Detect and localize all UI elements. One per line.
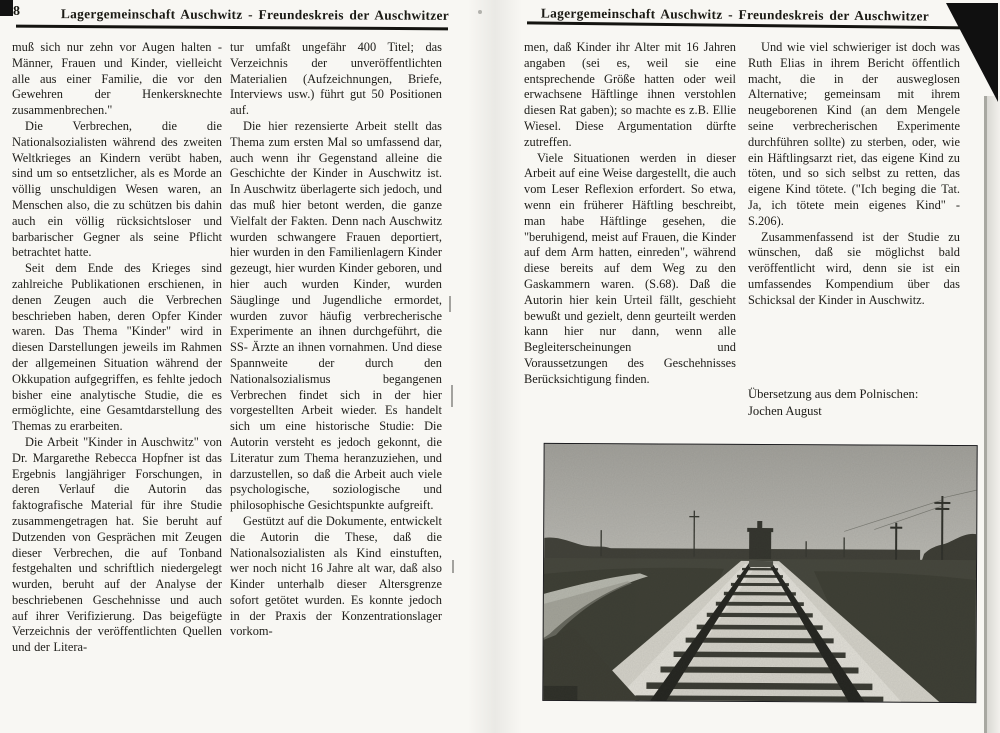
- paragraph: muß sich nur zehn vor Augen halten - Männer, Frauen und Kinder, vielleicht alle aus einer Familie, die vor den Gewehren der Henkersknechte zusammenbrechen.": [12, 40, 222, 118]
- page-edge-shadow: [987, 96, 1000, 733]
- right-page-column-1: [524, 40, 736, 388]
- translation-credit-line: Übersetzung aus dem Polnischen:: [748, 387, 919, 401]
- scan-artifact-dash: [449, 296, 451, 312]
- scan-artifact-top-left: [0, 0, 13, 16]
- scan-artifact-dot: [310, 585, 314, 589]
- paragraph: men, daß Kinder ihr Alter mit 16 Jahren angaben (sei es, weil sie eine entsprechende Größe hatten oder weil erwachsene Häftlinge ihnen verstohlen diesen Rat gaben); so machte es z.B. Ellie Wiesel. Diese Argumentation dürfte zutreffen.: [524, 40, 736, 149]
- page-number: 8: [13, 4, 20, 19]
- paragraph: Die Verbrechen, die die Nationalsozialisten während des zweiten Weltkrieges an Kindern verübt haben, sind um so entsetzlicher, als es Morde an völlig unschuldigen Wesen waren, an Menschen also, die zu schützen bis dahin auch ein völlig rücksichtsloser und barbarischer Gegner als seine Pflicht betrachtet hatte.: [12, 118, 222, 260]
- page-gutter-shadow: [468, 0, 522, 733]
- paragraph: Zusammenfassend ist der Studie zu wünschen, daß sie möglichst bald veröffentlicht wird, denn sie ist ein umfassendes Kompendium über das Schicksal der Kinder in Auschwitz.: [748, 229, 960, 307]
- paragraph: Und wie viel schwieriger ist doch was Ruth Elias in ihrem Bericht öffentlich macht, die in der ausweglosen Alternative; gemeinsam mit ihrem neugeborenen Kind (an dem Mengele seine verbrecherischen Experimente durchführen sollte) zu sterben, oder, wie ein Häftlingsarzt riet, das eigene Kind zu töten, und so sich selbst zu retten, das eigene Kind tötete. ("Ich beging die Tat. Ja, ich tötete mein eigenes Kind" - S.206).: [748, 40, 960, 228]
- paragraph: Viele Situationen werden in dieser Arbeit auf eine Weise dargestellt, die auch vom Leser Reflexion erfordert. So etwa, wenn ein früherer Häftling beschreibt, man habe Häftlinge gesehen, die "beruhigend, meist auf Frauen, die Kinder auf dem Arm hatten, einreden", während diese bereits auf dem Weg zu den Gaskammern waren. (S.68). Daß die Autorin hier kein Urteil fällt, geschieht bewußt und gezielt, denn geurteilt werden kann hier nur dann, wenn alle Begleiterscheinungen und Voraussetzungen des Geschehnisses Berücksichtigung finden.: [524, 150, 736, 386]
- scan-artifact-dot: [478, 10, 482, 14]
- paragraph: tur umfaßt ungefähr 400 Titel; das Verzeichnis der unveröffentlichten Materialien (Aufzeichnungen, Briefe, Interviews usw.) führt gut 50 Positionen auf.: [230, 40, 442, 118]
- left-header-rule: [16, 25, 448, 30]
- paragraph: Gestützt auf die Dokumente, entwickelt die Autorin die These, daß die Nationalsozialisten als Kind einstuften, wer noch nicht 16 Jahre alt war, daß also Kinder unterhalb dieser Altersgrenze sofort getötet wurden. Es konnte jedoch in der Praxis der Konzentrationslager vorkom-: [230, 513, 442, 639]
- paragraph: Die Arbeit "Kinder in Auschwitz" von Dr. Margarethe Rebecca Hopfner ist das Ergebnis langjähriger Forschungen, in deren Verlauf die Autorin das faktografische Material für ihre Studie zusammengetragen hat. Sie beruht auf Dutzenden von Gesprächen mit Zeugen dieser Verbrechen, die auf Tonband festgehalten und schriftlich niedergelegt wurden, beruht auf der Analyse der beschriebenen Geschehnisse und auch auf ihrer Verifizierung. Das beigefügte Verzeichnis der veröffentlichten Quellen und der Litera-: [12, 434, 222, 655]
- left-page-column-2: [230, 40, 442, 640]
- translation-credit: [748, 386, 918, 419]
- paragraph: Die hier rezensierte Arbeit stellt das Thema zum ersten Mal so umfassend dar, auch wenn ihr Gegenstand alleine die Geschichte der Kinder in Auschwitz ist. In Auschwitz überlagerte sich jedoch, und das muß hier betont werden, die ganze Vielfalt der Fakten. Denn nach Auschwitz wurden schwangere Frauen deportiert, hier wurden in den Familienlagern Kinder gezeugt, hier wurden Kinder geboren, und hier auch wurden Kinder, wurden Säuglinge und Jugendliche ermordet, wurden zuvor häufig verbrecherische Experimente an ihnen durchgeführt, die SS- Ärzte an ihnen vornahmen. Und diese Spannweite der durch den Nationalsozialismus begangenen Verbrechen findet sich in der hier vorgestellten Arbeit wieder. Es handelt sich um eine historische Studie: Die Autorin versteht es jedoch gekonnt, die Literatur zum Thema heranzuziehen, und darzustellen, so daß die Arbeit auch viele psychologische, soziologische und philosophische Gesichtspunkte aufgreift.: [230, 118, 442, 513]
- scan-artifact-dash: [452, 560, 454, 573]
- left-page-column-1: [12, 40, 222, 656]
- scan-artifact-dash: [451, 385, 453, 407]
- running-title-left: Lagergemeinschaft Auschwitz - Freundeskreis der Auschwitzer: [60, 6, 450, 23]
- translation-credit-name: Jochen August: [748, 403, 822, 418]
- running-title-right: Lagergemeinschaft Auschwitz - Freundeskreis der Auschwitzer: [540, 5, 930, 24]
- right-page-column-2: [748, 40, 960, 309]
- paragraph: Seit dem Ende des Krieges sind zahlreiche Publikationen erschienen, in denen Zeugen auch die Verbrechen beschrieben haben, deren Opfer Kinder waren. Das Thema "Kinder" wird in diesen Darstellungen jeweils im Rahmen der allgemeinen Situation während der Okkupation aufgegriffen, es fehlte jedoch bisher eine analytische Studie, die es ermöglichte, eine Gesamtdarstellung des Themas zu erarbeiten.: [12, 261, 222, 434]
- railway-tracks-photo: [542, 443, 977, 703]
